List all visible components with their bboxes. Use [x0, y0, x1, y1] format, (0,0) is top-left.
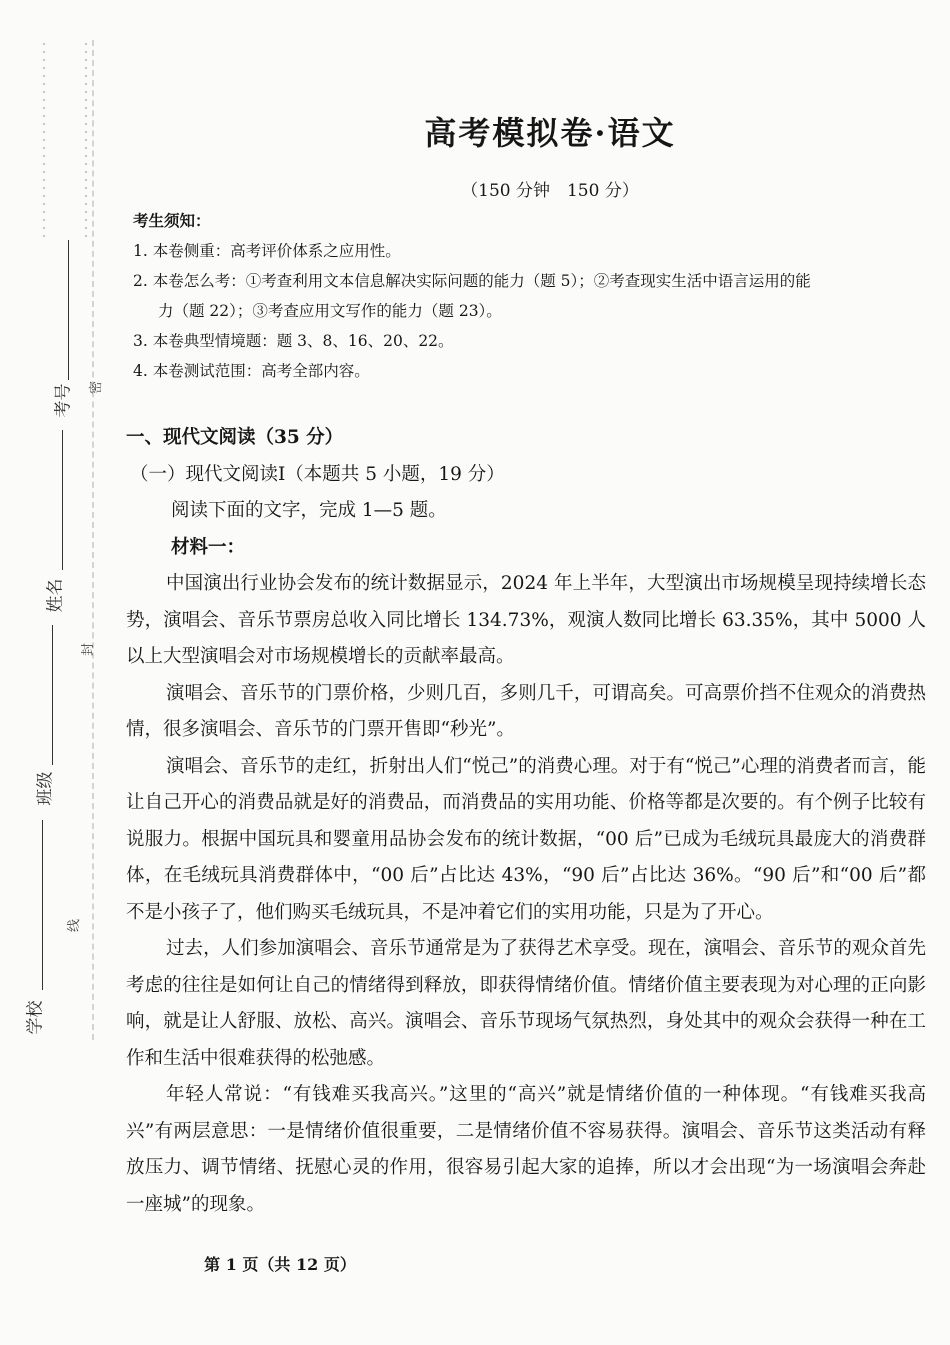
exam-number-line [68, 240, 69, 380]
subsection-title: （一）现代文阅读Ⅰ（本题共 5 小题，19 分） [130, 463, 505, 485]
notice-item: 3. 本卷典型情境题：题 3、8、16、20、22。 [133, 332, 454, 350]
notice-heading: 考生须知： [133, 211, 211, 230]
paragraph: 演唱会、音乐节的门票价格，少则几百，多则几千，可谓高矣。可高票价挡不住观众的消费热情，很多演唱会、音乐节的门票开售即“秒光”。 [126, 682, 926, 740]
school-label: 学校 [25, 1000, 46, 1035]
exam-number-label: 考号 [53, 383, 74, 418]
reading-section [126, 420, 926, 1223]
exam-duration-score: （150 分钟 150 分） [461, 181, 639, 201]
paragraph: 年轻人常说：“有钱难买我高兴。”这里的“高兴”就是情绪价值的一种体现。“有钱难买我高兴”有两层意思：一是情绪价值很重要，二是情绪价值不容易获得。演唱会、音乐节这类活动有释放压力、调节情绪、抚慰心灵的作用，很容易引起大家的追捧，所以才会出现“为一场演唱会奔赴一座城”的现象。 [126, 1084, 926, 1215]
exam-title: 高考模拟卷·语文 [424, 114, 676, 152]
seal-mark: 密 [89, 380, 105, 395]
material-label: 材料一： [171, 536, 246, 558]
name-label: 姓名 [45, 578, 66, 613]
notice-item: 1. 本卷侧重：高考评价体系之应用性。 [133, 242, 401, 260]
notice-item: 2. 本卷怎么考：①考查利用文本信息解决实际问题的能力（题 5）；②考查现实生活中语言运用的能 [133, 272, 811, 290]
class-label: 班级 [35, 771, 56, 806]
seal-mark: 封 [81, 642, 97, 657]
notice-item: 4. 本卷测试范围：高考全部内容。 [133, 362, 370, 380]
notice-item: 力（题 22）；③考查应用文写作的能力（题 23）。 [158, 302, 502, 320]
page-number: 第 1 页（共 12 页） [204, 1255, 356, 1274]
seal-mark: 线 [67, 918, 83, 933]
candidate-notice [133, 206, 923, 386]
paragraph: 过去，人们参加演唱会、音乐节通常是为了获得艺术享受。现在，演唱会、音乐节的观众首先考虑的往往是如何让自己的情绪得到释放，即获得情绪价值。情绪价值主要表现为对心理的正向影响，就是让人舒服、放松、高兴。演唱会、音乐节现场气氛热烈，身处其中的观众会获得一种在工作和生活中很难获得的松弛感。 [126, 938, 926, 1069]
paragraph: 中国演出行业协会发布的统计数据显示，2024 年上半年，大型演出市场规模呈现持续增长态势，演唱会、音乐节票房总收入同比增长 134.73%，观演人数同比增长 63.35%，其中 5000 人以上大型演唱会对市场规模增长的贡献率最高。 [126, 573, 926, 667]
cut-line [92, 40, 94, 1040]
class-line [52, 625, 53, 765]
section-title: 一、现代文阅读（35 分） [126, 427, 344, 448]
dot-pattern [82, 40, 92, 240]
binding-margin [0, 0, 110, 1345]
dot-pattern [40, 40, 50, 240]
paragraph: 演唱会、音乐节的走红，折射出人们“悦己”的消费心理。对于有“悦己”心理的消费者而言，能让自己开心的消费品就是好的消费品，而消费品的实用功能、价格等都是次要的。有个例子比较有说服力。根据中国玩具和婴童用品协会发布的统计数据，“00 后”已成为毛绒玩具最庞大的消费群体，在毛绒玩具消费群体中，“00 后”占比达 43%，“90 后”占比达 36%。“90 后”和“00 后”都不是小孩子了，他们购买毛绒玩具，不是冲着它们的实用功能，只是为了开心。 [126, 755, 926, 923]
name-line [62, 430, 63, 570]
school-line [42, 820, 43, 990]
instruction: 阅读下面的文字，完成 1—5 题。 [171, 500, 447, 521]
